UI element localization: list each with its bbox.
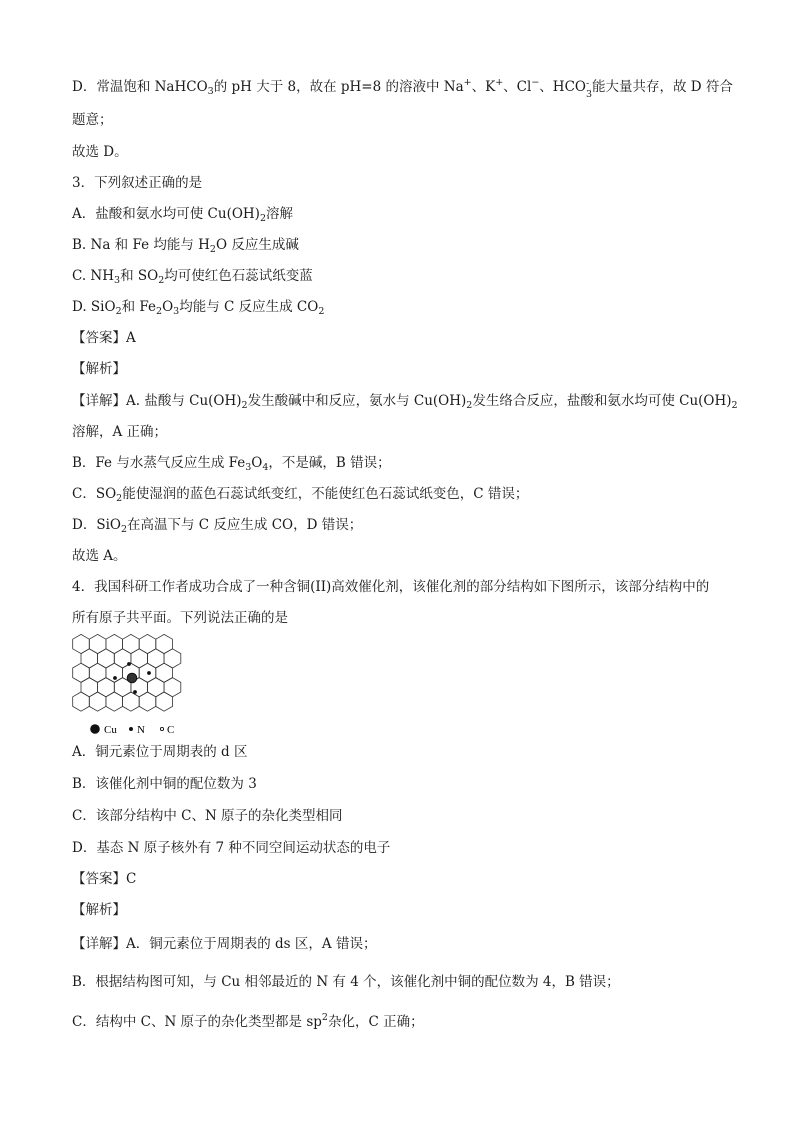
text-fragment: 杂化，C 正确；: [327, 1014, 424, 1030]
subscript: 2: [318, 306, 325, 317]
q3-explain-d: [72, 516, 362, 539]
lattice-hexagon: [73, 634, 90, 653]
text-fragment: A．盐酸和氨水均可使 Cu(OH): [72, 206, 260, 222]
q3-option-b: [72, 236, 299, 259]
q4-option-d: D．基态 N 原子核外有 7 种不同空间运动状态的电子: [72, 840, 391, 856]
lattice-hexagon: [81, 649, 98, 668]
text-fragment: O: [251, 455, 263, 471]
text-fragment: O: [162, 299, 174, 315]
text-fragment: 和 SO: [120, 268, 159, 284]
legend-n-dot: [129, 727, 133, 731]
text-fragment: O 反应生成碱: [215, 237, 299, 253]
legend-n-label: N: [137, 724, 145, 736]
text-fragment: 发生酸碱中和反应，氨水与 Cu(OH): [247, 393, 467, 409]
lattice-hexagon: [123, 692, 140, 711]
lattice-hexagon: [89, 692, 106, 711]
lattice-hexagon: [89, 663, 106, 682]
lattice-hexagon: [106, 692, 123, 711]
q3-stem: 3．下列叙述正确的是: [72, 175, 203, 191]
text-fragment: B. Na 和 Fe 均能与 H: [72, 237, 210, 253]
q3-explain-c: [72, 485, 528, 508]
text-fragment: ，不是碱，B 错误；: [268, 455, 391, 471]
superscript: 2: [321, 1012, 328, 1023]
subscript: 2: [156, 306, 163, 317]
lattice-hexagon: [156, 663, 173, 682]
q2-option-d-line: [72, 74, 733, 101]
lattice-hexagon: [156, 634, 173, 653]
n-atom: [147, 671, 151, 675]
text-fragment: D．常温饱和 NaHCO: [72, 79, 208, 95]
text-fragment: 能使湿润的蓝色石蕊试纸变红，不能使红色石蕊试纸变色，C 错误；: [122, 486, 529, 502]
subscript: 2: [158, 275, 165, 286]
legend-c-label: C: [167, 724, 175, 736]
subscript: 3: [585, 89, 593, 100]
text-fragment: 在高温下与 C 反应生成 CO，D 错误；: [127, 517, 363, 533]
q3-answer: 【答案】A: [72, 330, 136, 346]
text-fragment: 和 Fe: [121, 299, 157, 315]
q4-option-b: B．该催化剂中铜的配位数为 3: [72, 776, 257, 792]
q4-option-a: A．铜元素位于周期表的 d 区: [72, 744, 248, 760]
figure-legend: [72, 720, 196, 738]
text-fragment: C. NH: [72, 268, 115, 284]
q4-stem-line2: 所有原子共平面。下列说法正确的是: [72, 610, 288, 626]
superscript: -: [585, 78, 590, 89]
q3-explain-a-wrap: 溶解，A 正确；: [72, 424, 168, 440]
subscript: 3: [245, 462, 252, 473]
text-fragment: B．Fe 与水蒸气反应生成 Fe: [72, 455, 246, 471]
subscript: 4: [262, 462, 269, 473]
lattice-hexagon: [98, 678, 115, 697]
lattice-hexagon: [89, 634, 106, 653]
text-fragment: 【详解】A. 盐酸与 Cu(OH): [72, 393, 242, 409]
lattice-hexagon: [73, 663, 90, 682]
q4-explain-a: 【详解】A．铜元素位于周期表的 ds 区，A 错误；: [72, 936, 377, 952]
lattice-hexagon: [148, 649, 165, 668]
subscript: 2: [259, 213, 266, 224]
superscript: −: [531, 77, 540, 88]
sup-sub-stack: [585, 78, 593, 100]
lattice-hexagon: [73, 692, 90, 711]
subscript: 2: [241, 400, 248, 411]
q3-option-d: [72, 298, 324, 321]
superscript: +: [463, 77, 472, 88]
q3-explain-b: [72, 454, 391, 477]
q3-analysis-heading: 【解析】: [72, 361, 126, 377]
q4-stem-line1: 4．我国科研工作者成功合成了一种含铜(II)高效催化剂，该催化剂的部分结构如下图所示，该部分结构中的: [72, 579, 710, 595]
legend-cu-label: Cu: [104, 724, 117, 736]
subscript: 3: [207, 86, 214, 97]
q3-explain-a: [72, 392, 738, 415]
q4-explain-c: [72, 1009, 424, 1031]
n-atom: [127, 662, 131, 666]
q4-option-c: C．该部分结构中 C、N 原子的杂化类型相同: [72, 808, 343, 824]
superscript: +: [495, 77, 504, 88]
text-fragment: C．结构中 C、N 原子的杂化类型都是 sp: [72, 1014, 322, 1030]
cu-atom: [127, 673, 137, 683]
subscript: 2: [116, 493, 123, 504]
q3-option-a: [72, 205, 293, 228]
text-fragment: D. SiO: [72, 299, 116, 315]
q2-conclusion: 故选 D。: [72, 144, 128, 160]
lattice-hexagon: [156, 692, 173, 711]
text-fragment: 发生络合反应，盐酸和氨水均可使 Cu(OH): [472, 393, 732, 409]
q3-option-c: [72, 267, 313, 290]
lattice-hexagon: [123, 634, 140, 653]
q3-conclusion: 故选 A。: [72, 548, 127, 564]
text-fragment: 能大量共存，故 D 符合: [591, 79, 733, 95]
text-fragment: D．SiO: [72, 517, 121, 533]
hexagonal-lattice: [72, 634, 196, 720]
lattice-hexagon: [164, 649, 181, 668]
catalyst-structure-figure: [72, 634, 196, 738]
legend-cu-dot: [90, 724, 100, 734]
subscript: 2: [120, 524, 128, 535]
q4-explain-b: B．根据结构图可知，与 Cu 相邻最近的 N 有 4 个，该催化剂中铜的配位数为 4，B 错误；: [72, 974, 620, 990]
subscript: 3: [114, 275, 121, 286]
lattice-hexagon: [148, 678, 165, 697]
subscript: 2: [209, 244, 216, 255]
text-fragment: 均可使红色石蕊试纸变蓝: [164, 268, 313, 284]
lattice-hexagon: [98, 649, 115, 668]
text-fragment: 、Cl: [503, 79, 532, 95]
subscript: 2: [115, 306, 122, 317]
text-fragment: 溶解: [266, 206, 293, 222]
lattice-hexagon: [139, 692, 156, 711]
lattice-hexagon: [139, 634, 156, 653]
n-atom: [113, 676, 117, 680]
text-fragment: C．SO: [72, 486, 117, 502]
lattice-hexagon: [131, 649, 148, 668]
text-fragment: 、K: [471, 79, 496, 95]
text-fragment: 均能与 C 反应生成 CO: [179, 299, 319, 315]
subscript: 2: [466, 400, 473, 411]
text-fragment: 的 pH 大于 8，故在 pH=8 的溶液中 Na: [213, 79, 464, 95]
subscript: 2: [731, 400, 738, 411]
lattice-hexagon: [81, 678, 98, 697]
q4-analysis-heading: 【解析】: [72, 902, 126, 918]
lattice-hexagon: [106, 634, 123, 653]
q4-answer: 【答案】C: [72, 871, 137, 887]
q2-option-d-wrap: 题意；: [72, 112, 113, 128]
lattice-hexagon: [164, 678, 181, 697]
subscript: 3: [173, 306, 180, 317]
legend-c-dot: [160, 727, 163, 730]
n-atom: [133, 690, 137, 694]
text-fragment: 、HCO: [539, 79, 586, 95]
